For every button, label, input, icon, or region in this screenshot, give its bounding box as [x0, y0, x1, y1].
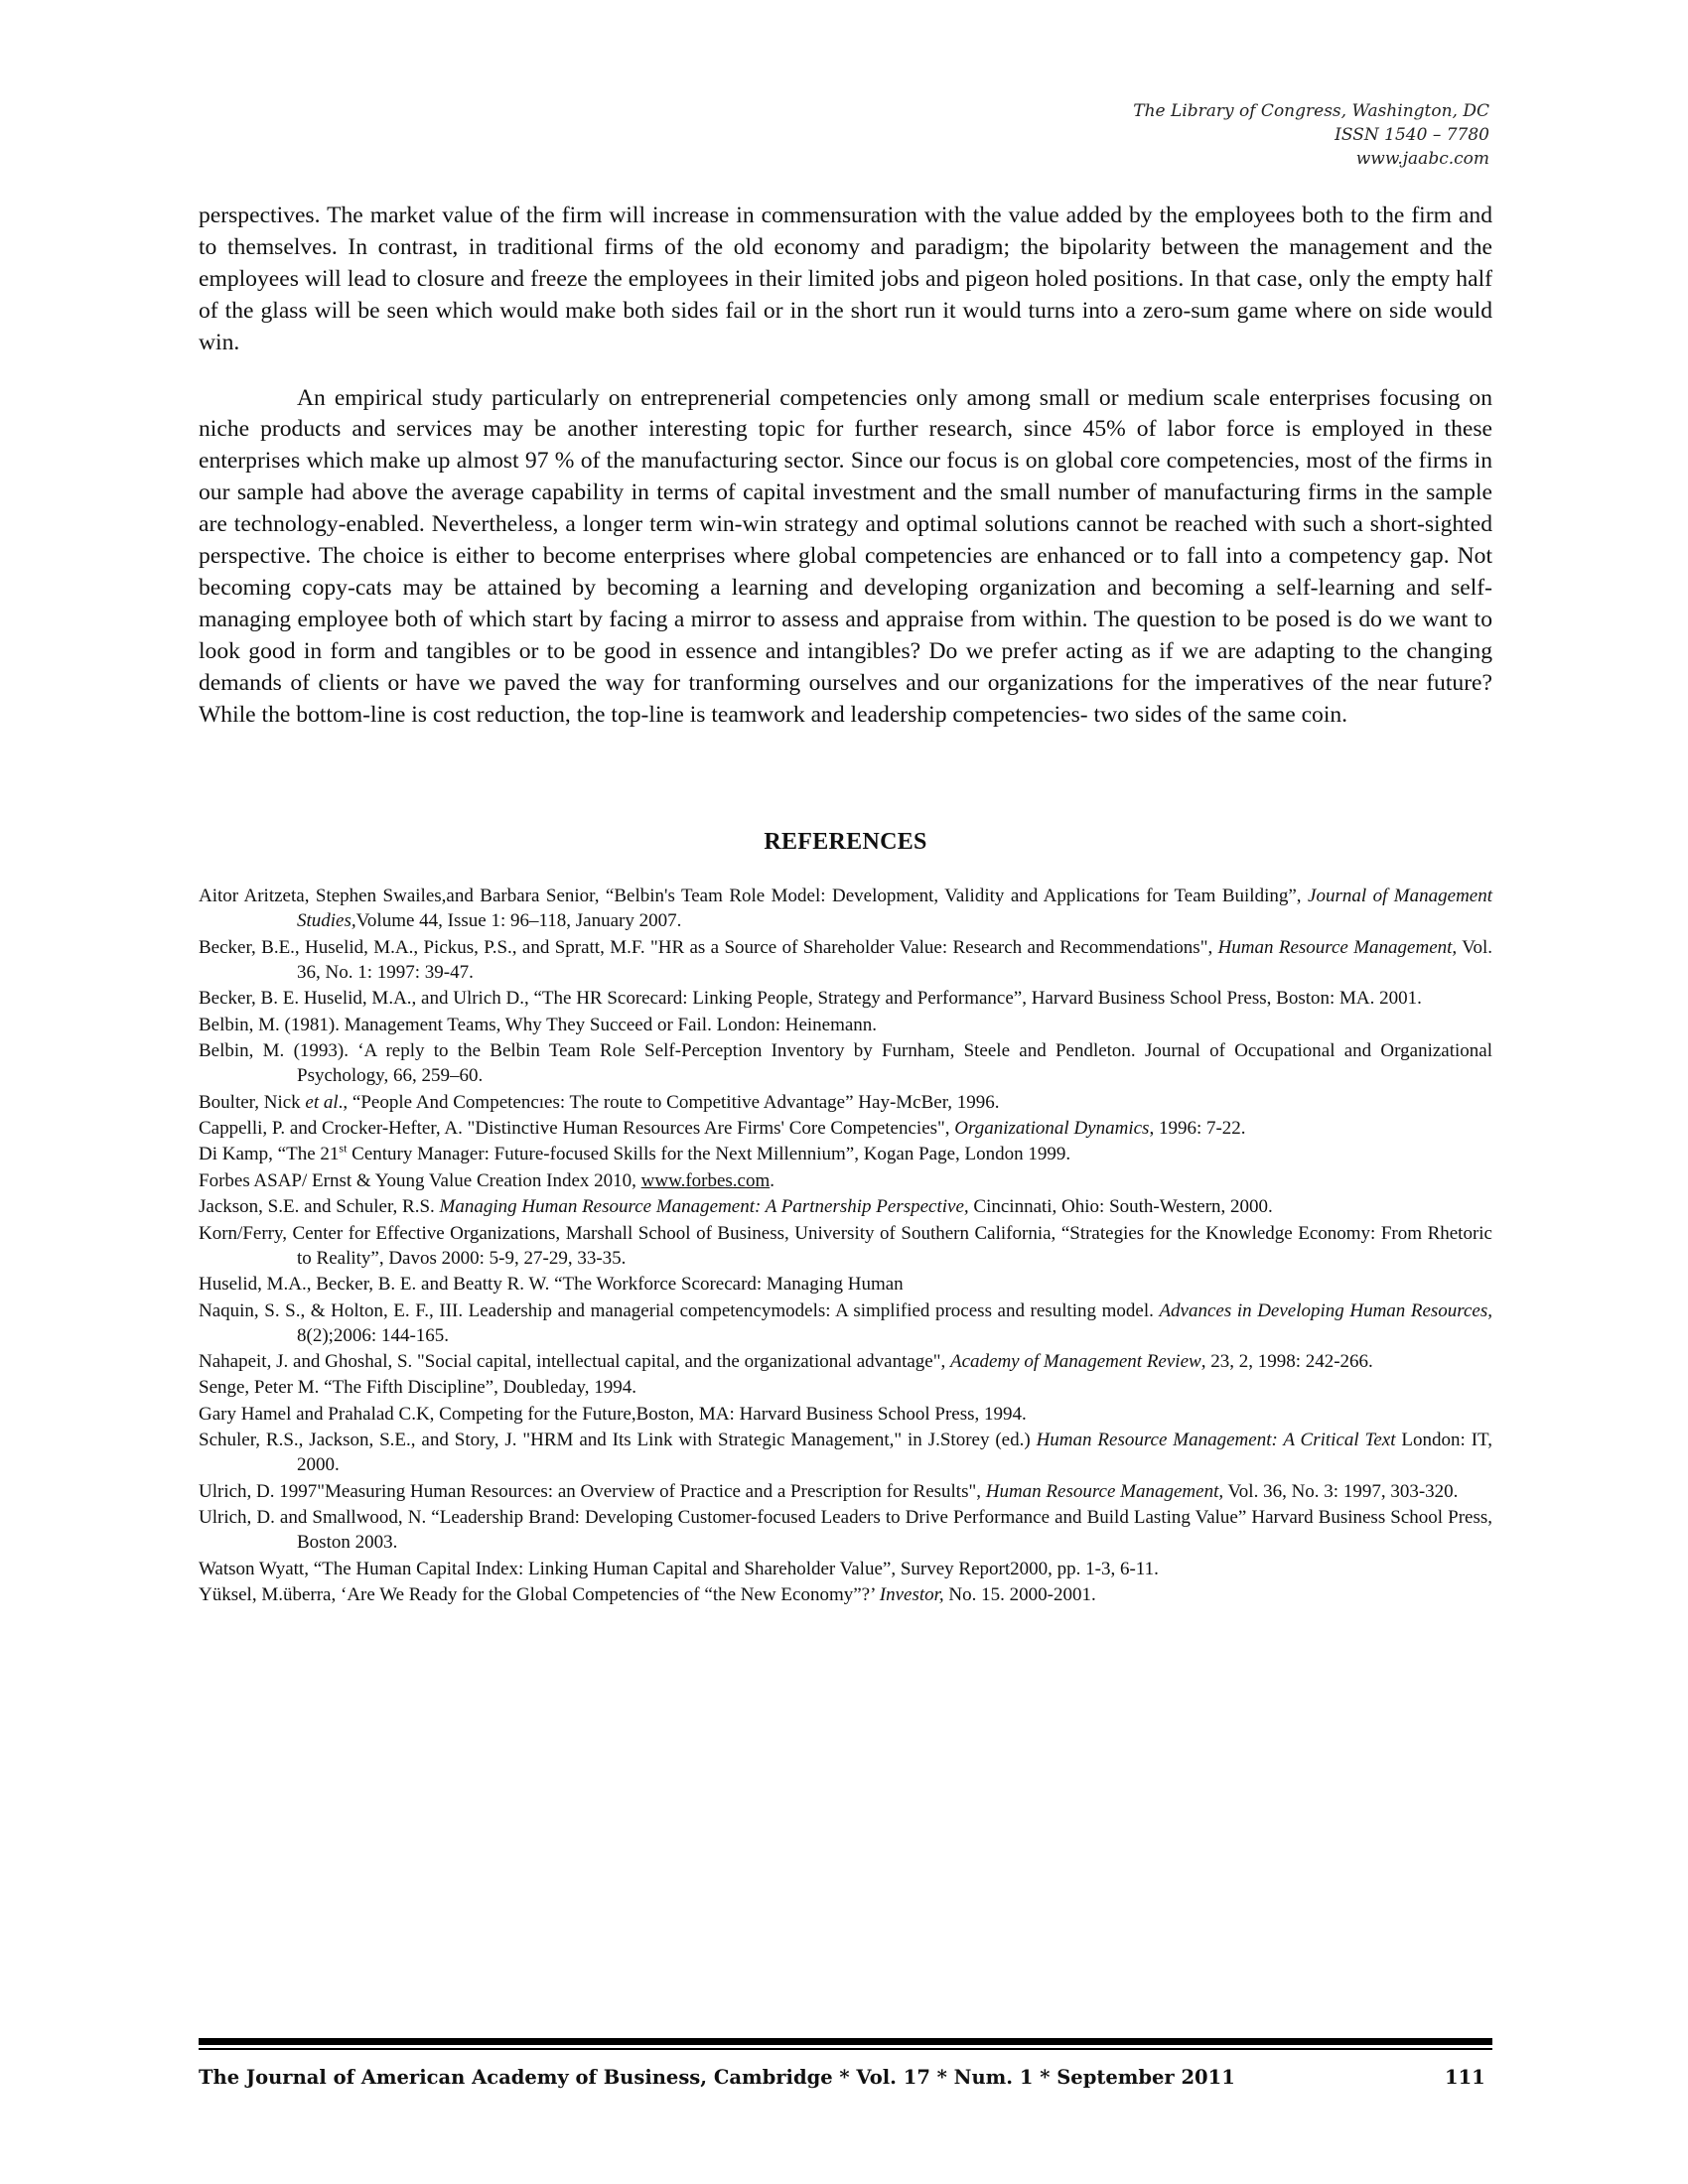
reference-text: Schuler, R.S., Jackson, S.E., and Story, J. "HRM and Its Link with Strategic Management," in J.Storey (ed.)	[199, 1430, 1037, 1451]
reference-text: Belbin, M. (1981). Management Teams, Why They Succeed or Fail. London: Heinemann.	[199, 1014, 878, 1035]
header-issn-line: ISSN 1540 – 7780	[1335, 125, 1489, 145]
reference-entry	[199, 1194, 1492, 1219]
reference-text: London: IT, 2000.	[297, 1430, 1492, 1476]
reference-text: Becker, B. E. Huselid, M.A., and Ulrich D., “The HR Scorecard: Linking People, Strategy and Performance”, Harvard Business School Press, Boston: MA. 2001.	[199, 988, 1422, 1010]
running-header	[794, 99, 1489, 171]
header-website-line: www.jaabc.com	[1355, 149, 1489, 169]
reference-entry	[199, 1582, 1492, 1607]
reference-text: Huselid, M.A., Becker, B. E. and Beatty R. W. “The Workforce Scorecard: Managing Human	[199, 1274, 904, 1296]
reference-entry	[199, 1505, 1492, 1555]
reference-entry	[199, 1557, 1492, 1581]
reference-text: Jackson, S.E. and Schuler, R.S.	[199, 1196, 440, 1218]
reference-italic-text: Human Resource Management,	[1217, 936, 1458, 958]
reference-text: Forbes ASAP/ Ernst & Young Value Creation Index 2010,	[199, 1169, 641, 1191]
reference-entry	[199, 1375, 1492, 1400]
reference-text: Aitor Aritzeta, Stephen Swailes,and Barbara Senior, “Belbin's Team Role Model: Development, Validity and Applications for Team Building”,	[199, 886, 1309, 906]
reference-entry	[199, 1428, 1492, 1477]
reference-text: No. 15. 2000-2001.	[943, 1584, 1096, 1606]
reference-italic-text: Organizational Dynamics	[954, 1117, 1150, 1139]
reference-entry	[199, 1116, 1492, 1141]
reference-entry	[199, 1142, 1492, 1166]
body-paragraph: An empirical study particularly on entreprenerial competencies only among small or medium scale enterprises focusing on niche products and services may be another interesting topic for further research, since 45% of labor force is employed in these enterprises which make up almost 97 % of the manufacturing sector. Since our focus is on global core competencies, most of the firms in our sample had above the average capability in terms of capital investment and the small number of manufacturing firms in the sample are technology-enabled. Nevertheless, a longer term win-win strategy and optimal solutions cannot be reached with such a short-sighted perspective. The choice is either to become enterprises where global competencies are enhanced or to fall into a competency gap. Not becoming copy-cats may be attained by becoming a learning and developing organization and becoming a self-learning and self-managing employee both of which start by facing a mirror to assess and appraise from within. The question to be posed is do we want to look good in form and tangibles or to be good in essence and intangibles? Do we prefer acting as if we are adapting to the changing demands of clients or have we paved the way for tranforming ourselves and our organizations for the imperatives of the near future? While the bottom-line is cost reduction, the top-line is teamwork and leadership competencies- two sides of the same coin.	[199, 384, 1492, 728]
footer-journal-citation: The Journal of American Academy of Business, Cambridge * Vol. 17 * Num. 1 * September 2011	[199, 2066, 1235, 2089]
reference-text: Ulrich, D. and Smallwood, N. “Leadership Brand: Developing Customer-focused Leaders to Drive Performance and Build Lasting Value” Harvard Business School Press, Boston 2003.	[199, 1507, 1492, 1554]
reference-link[interactable]: www.forbes.com	[640, 1169, 771, 1191]
reference-text: Senge, Peter M. “The Fifth Discipline”, Doubleday, 1994.	[199, 1377, 636, 1399]
reference-text: Naquin, S. S., & Holton, E. F., III. Leadership and managerial competencymodels: A simplified process and resulting model.	[199, 1299, 1160, 1321]
reference-text: Century Manager: Future-focused Skills for the Next Millennium”, Kogan Page, London 1999.	[347, 1144, 1071, 1165]
reference-entry	[199, 1038, 1492, 1088]
reference-italic-text: Journal of Management Studies,	[297, 886, 1492, 932]
reference-entry	[199, 1298, 1492, 1348]
reference-text: , 23, 2, 1998: 242-266.	[1200, 1351, 1373, 1373]
reference-entry	[199, 1013, 1492, 1037]
reference-italic-text: Investor,	[879, 1584, 944, 1606]
references-list	[199, 884, 1492, 1609]
reference-text: Belbin, M. (1993). ‘A reply to the Belbin Team Role Self-Perception Inventory by Furnham, Steele and Pendleton. Journal of Occupational and Organizational Psychology, 66, 259–60.	[199, 1039, 1492, 1087]
reference-entry	[199, 986, 1492, 1011]
reference-italic-text: Academy of Management Review	[949, 1351, 1201, 1373]
reference-italic-text: et al	[305, 1091, 339, 1113]
header-library-line: The Library of Congress, Washington, DC	[1133, 101, 1489, 121]
reference-text: Di Kamp, “The 21	[199, 1144, 340, 1165]
reference-text: Nahapeit, J. and Ghoshal, S. "Social capital, intellectual capital, and the organizational advantage",	[199, 1351, 950, 1373]
reference-entry	[199, 1272, 1492, 1297]
reference-text: Becker, B.E., Huselid, M.A., Pickus, P.S., and Spratt, M.F. "HR as a Source of Shareholder Value: Research and Recommendations",	[199, 936, 1218, 958]
reference-text: Boulter, Nick	[199, 1091, 306, 1113]
reference-entry	[199, 1402, 1492, 1427]
reference-text: .	[770, 1169, 775, 1191]
reference-text: Vol. 36, No. 1: 1997: 39-47.	[297, 936, 1492, 983]
reference-text: ., “People And Competencıes: The route to Competitive Advantage” Hay-McBer, 1996.	[338, 1091, 1000, 1113]
reference-italic-text: Advances in Developing Human Resources,	[1159, 1299, 1493, 1321]
reference-entry	[199, 1349, 1492, 1374]
references-heading: REFERENCES	[764, 829, 927, 855]
reference-text: Cappelli, P. and Crocker-Hefter, A. "Distinctive Human Resources Are Firms' Core Competencies",	[199, 1117, 955, 1139]
reference-entry	[199, 884, 1492, 933]
reference-text: 8(2);2006: 144-165.	[297, 1324, 450, 1346]
reference-text: Gary Hamel and Prahalad C.K, Competing for the Future,Boston, MA: Harvard Business School Press, 1994.	[199, 1403, 1027, 1425]
footer-rule	[199, 2038, 1492, 2045]
footer-rule	[199, 2048, 1492, 2050]
reference-italic-text: Human Resource Management: A Critical Text	[1036, 1430, 1396, 1451]
reference-italic-text: Human Resource Management,	[985, 1480, 1224, 1502]
reference-text: Cincinnati, Ohio: South-Western, 2000.	[968, 1196, 1273, 1218]
reference-entry	[199, 1168, 1492, 1193]
page-number: 111	[1445, 2066, 1485, 2089]
reference-text: Watson Wyatt, “The Human Capital Index: Linking Human Capital and Shareholder Value”, Survey Report2000, pp. 1-3, 6-11.	[199, 1558, 1159, 1579]
reference-text: , 1996: 7-22.	[1149, 1117, 1246, 1139]
body-text	[199, 201, 1492, 732]
reference-text: Vol. 36, No. 3: 1997, 303-320.	[1223, 1480, 1459, 1502]
reference-entry	[199, 1221, 1492, 1271]
reference-text: Korn/Ferry, Center for Effective Organizations, Marshall School of Business, University of Southern California, “Strategies for the Knowledge Economy: From Rhetoric to Reality”, Davos 2000: 5-9, 27-29, 33-35.	[199, 1222, 1492, 1269]
reference-italic-text: Managing Human Resource Management: A Partnership Perspective,	[439, 1196, 969, 1218]
reference-superscript: st	[339, 1142, 348, 1157]
reference-entry	[199, 1090, 1492, 1115]
reference-entry	[199, 1479, 1492, 1504]
body-paragraph: perspectives. The market value of the firm will increase in commensuration with the value added by the employees both to the firm and to themselves. In contrast, in traditional firms of the old economy and paradigm; the bipolarity between the management and the employees will lead to closure and freeze the employees in their limited jobs and pigeon holed positions. In that case, only the empty half of the glass will be seen which would make both sides fail or in the short run it would turns into a zero-sum game where on side would win.	[199, 203, 1492, 355]
reference-text: Ulrich, D. 1997"Measuring Human Resources: an Overview of Practice and a Prescription for Results",	[199, 1480, 986, 1502]
reference-text: Volume 44, Issue 1: 96–118, January 2007.	[355, 910, 682, 932]
reference-entry	[199, 935, 1492, 985]
reference-text: Yüksel, M.überra, ‘Are We Ready for the Global Competencies of “the New Economy”?’	[199, 1584, 880, 1606]
